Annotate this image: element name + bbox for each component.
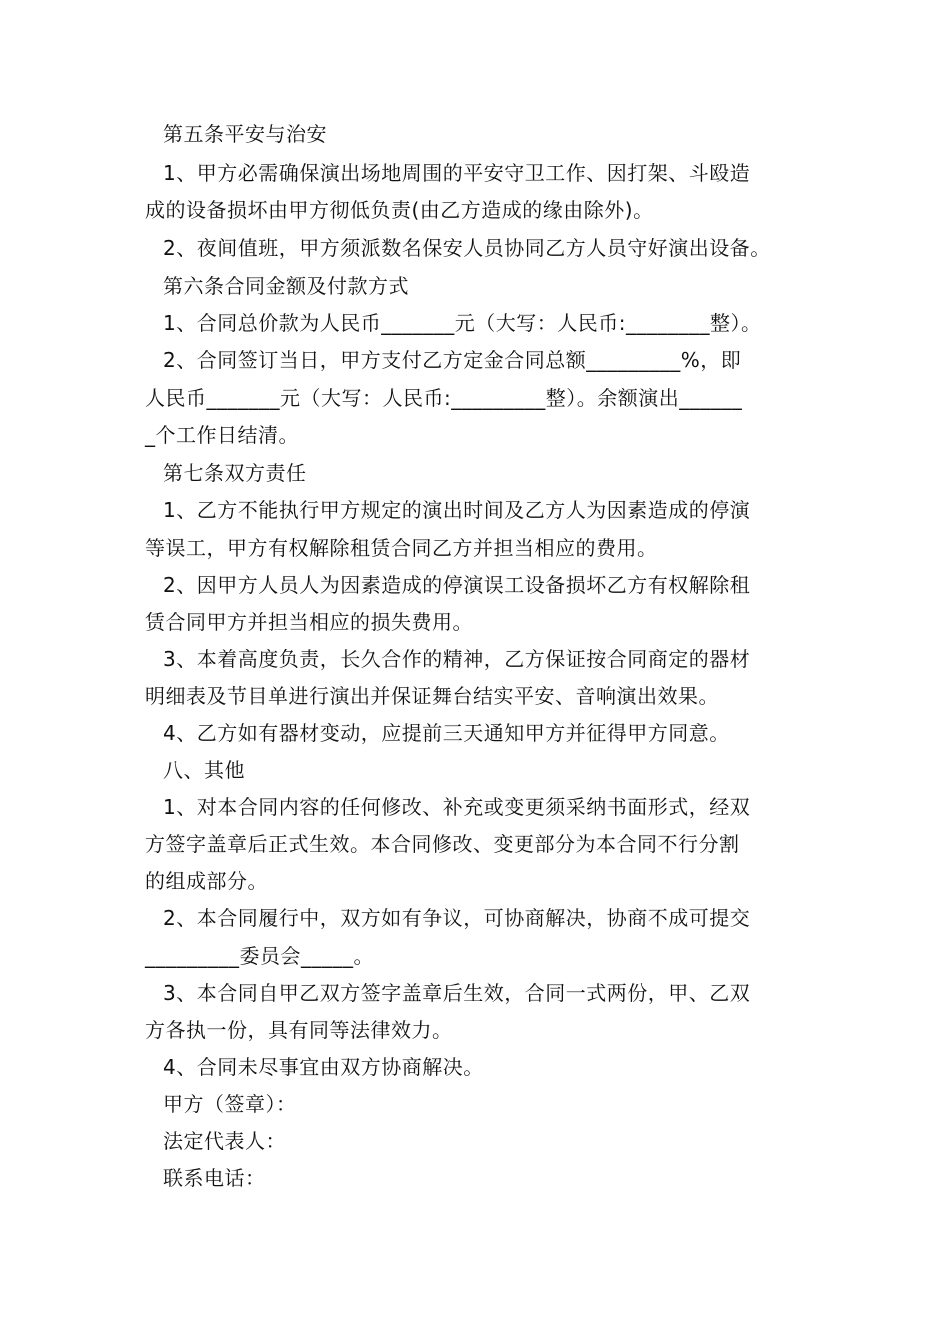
heading-article-7: 第七条双方责任	[163, 461, 307, 485]
paragraph-line: 1、甲方必需确保演出场地周围的平安守卫工作、因打架、斗殴造	[163, 161, 751, 185]
heading-article-5: 第五条平安与治安	[163, 122, 327, 146]
paragraph-line: 3、本着高度负责，长久合作的精神，乙方保证按合同商定的器材	[163, 647, 751, 671]
paragraph-line: 等误工，甲方有权解除租赁合同乙方并担当相应的费用。	[145, 536, 658, 560]
paragraph-line: 1、乙方不能执行甲方规定的演出时间及乙方人为因素造成的停演	[163, 498, 751, 522]
paragraph-line: 3、本合同自甲乙双方签字盖章后生效，合同一式两份，甲、乙双	[163, 981, 751, 1005]
heading-article-6: 第六条合同金额及付款方式	[163, 274, 409, 298]
paragraph-line: 方签字盖章后正式生效。本合同修改、变更部分为本合同不行分割	[145, 832, 740, 856]
paragraph-line: 方各执一份，具有同等法律效力。	[145, 1018, 453, 1042]
paragraph-line: _________委员会_____。	[145, 944, 374, 968]
paragraph-line: 明细表及节目单进行演出并保证舞台结实平安、音响演出效果。	[145, 684, 719, 708]
paragraph-line: 2、合同签订当日，甲方支付乙方定金合同总额_________%，即	[163, 348, 742, 372]
signature-phone: 联系电话：	[163, 1166, 266, 1190]
paragraph-line: 赁合同甲方并担当相应的损失费用。	[145, 610, 473, 634]
paragraph-line: 1、合同总价款为人民币_______元（大写：人民币:________整）。	[163, 311, 762, 335]
paragraph-line: 2、因甲方人员人为因素造成的停演误工设备损坏乙方有权解除租	[163, 573, 751, 597]
paragraph-line: 4、合同未尽事宜由双方协商解决。	[163, 1055, 484, 1079]
paragraph-line: 2、夜间值班，甲方须派数名保安人员协同乙方人员守好演出设备。	[163, 236, 771, 260]
signature-legal-rep: 法定代表人：	[163, 1129, 286, 1153]
paragraph-line: 2、本合同履行中，双方如有争议，可协商解决，协商不成可提交	[163, 906, 751, 930]
paragraph-line: 成的设备损坏由甲方彻低负责(由乙方造成的缘由除外)。	[145, 198, 654, 222]
signature-party-a: 甲方（签章）：	[163, 1092, 297, 1116]
heading-section-8: 八、其他	[163, 758, 245, 782]
paragraph-line: 4、乙方如有器材变动，应提前三天通知甲方并征得甲方同意。	[163, 721, 730, 745]
paragraph-line: 1、对本合同内容的任何修改、补充或变更须采纳书面形式，经双	[163, 795, 751, 819]
paragraph-line: 的组成部分。	[145, 869, 268, 893]
paragraph-line: _个工作日结清。	[145, 423, 299, 447]
paragraph-line: 人民币_______元（大写：人民币:_________整）。余额演出______	[145, 386, 743, 410]
